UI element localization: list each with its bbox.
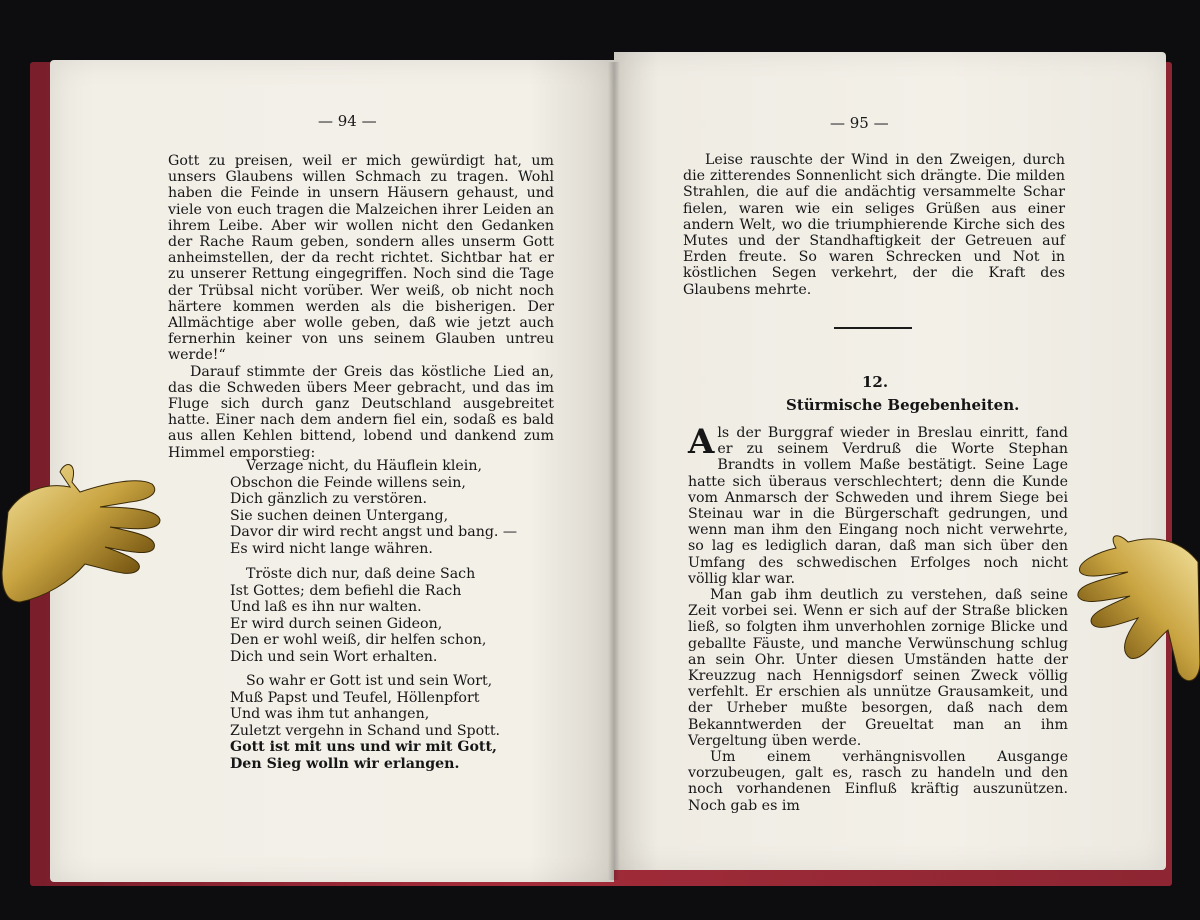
- section-divider: [834, 327, 912, 329]
- poem-stanza-1: [230, 458, 517, 558]
- right-paragraph-2: Man gab ihm deutlich zu verstehen, daß seine Zeit vorbei sei. Wenn er sich auf der Straße blicken ließ, so folgten ihm unverhohlen zornige Blicke und geballte Fäuste, und manche Verwünschung schlug an sein Ohr. Unter diesen Umständen hatte der Kreuzzug nach Hennigsdorf seinen Zweck völlig verfehlt. Er erschien als unnütze Grausamkeit, und der Urheber mußte besorgen, daß nach dem Bekanntwerden der Greueltat man an ihm Vergeltung üben werde.: [688, 587, 1068, 749]
- left-page-number: — 94 —: [318, 112, 377, 130]
- poem-line: Verzage nicht, du Häuflein klein,: [246, 458, 482, 474]
- poem-stanza-3: [230, 673, 500, 773]
- right-top-paragraph: [683, 152, 1065, 298]
- right-paragraph-top: Leise rauschte der Wind in den Zweigen, durch die zitterendes Sonnenlicht sich drängte. Die milden Strahlen, die auf die andächtig versammelte Schar fielen, waren wie ein seliges Grüßen aus einer andern Welt, wo die triumphierende Kirche sich des Mutes und der Standhaftigkeit der Getreuen auf Erden freute. So waren Schrecken und Not in köstlichen Segen verkehrt, der die Kraft des Glaubens mehrte.: [683, 152, 1065, 298]
- left-paragraph-2: Darauf stimmte der Greis das köstliche Lied an, das die Schweden übers Meer gebracht, und das im Fluge sich durch ganz Deutschland ausgebreitet hatte. Einer nach dem andern fiel ein, sodaß es bald aus allen Kehlen bittend, lobend und dankend zum Himmel emporstieg:: [168, 363, 554, 461]
- poem-line: Und laß es ihn nur walten.: [230, 599, 422, 616]
- poem-line: Und was ihm tut anhangen,: [230, 706, 430, 723]
- poem-line: Muß Papst und Teufel, Höllenpfort: [230, 689, 480, 706]
- right-page-body: [688, 422, 1068, 814]
- drop-cap: A: [688, 422, 715, 462]
- poem-line: Davor dir wird recht angst und bang. —: [230, 524, 518, 541]
- poem-line: Dich gänzlich zu verstören.: [230, 491, 427, 508]
- chapter-number: 12.: [862, 373, 889, 391]
- poem-line: Zuletzt vergehn in Schand und Spott.: [230, 722, 501, 739]
- chapter-title: Stürmische Begebenheiten.: [786, 396, 1020, 414]
- right-page-number: — 95 —: [830, 114, 889, 132]
- brass-hand-left-icon: [0, 452, 165, 622]
- right-paragraph-3: Um einem verhängnisvollen Ausgange vorzubeugen, galt es, rasch zu handeln und den noch vorhandenen Einfluß kräftig auszunützen. Noch gab es im: [688, 749, 1068, 814]
- poem-line: Gott ist mit uns und wir mit Gott,: [230, 739, 497, 756]
- poem-line: Dich und sein Wort erhalten.: [230, 648, 438, 665]
- poem-line: Den er wohl weiß, dir helfen schon,: [230, 632, 487, 649]
- poem-line: Obschon die Feinde willens sein,: [230, 474, 466, 491]
- poem-line: Ist Gottes; dem befiehl die Rach: [230, 582, 462, 599]
- book-gutter: [608, 62, 620, 880]
- poem-line: Sie suchen deinen Untergang,: [230, 507, 449, 524]
- poem-line: Den Sieg wolln wir erlangen.: [230, 755, 460, 772]
- poem-line: So wahr er Gott ist und sein Wort,: [246, 673, 493, 689]
- poem-line: Er wird durch seinen Gideon,: [230, 615, 443, 632]
- brass-hand-right-icon: [1058, 522, 1200, 702]
- poem-line: Tröste dich nur, daß deine Sach: [246, 566, 476, 582]
- right-paragraph-1: [688, 422, 1068, 587]
- right-paragraph-1-text: ls der Burggraf wieder in Breslau einritt, fand er zu seinem Verdruß die Worte Stephan Brandts in vollem Maße bestätigt. Seine Lage hatte sich überaus verschlechtert; denn die Kunde vom Anmarsch der Schweden und ihrem Siege bei Steinau war in die Bürgerschaft gedrungen, und wenn man ihm den Eingang noch nicht verwehrte, so lag es lediglich daran, daß man sich über den Umfang des schwedischen Erfolges noch nicht völlig klar war.: [688, 425, 1068, 587]
- poem-stanza-2: [230, 566, 486, 666]
- left-paragraph-1: Gott zu preisen, weil er mich gewürdigt hat, um unsers Glaubens willen Schmach zu tragen. Wohl haben die Feinde in unsern Häusern gehaust, und viele von euch tragen die Malzeichen ihrer Leiden an ihrem Leibe. Aber wir wollen nicht den Gedanken der Rache Raum geben, sondern alles unserm Gott anheimstellen, der da recht richtet. Sichtbar hat er zu unserer Rettung eingegriffen. Noch sind die Tage der Trübsal nicht vorüber. Wer weiß, ob nicht noch härtere kommen werden als die bisherigen. Der Allmächtige aber wolle geben, daß wie jetzt auch fernerhin keiner von uns seinem Glauben untreu werde!“: [168, 153, 554, 364]
- left-page-body: [168, 153, 554, 461]
- poem-line: Es wird nicht lange währen.: [230, 540, 433, 557]
